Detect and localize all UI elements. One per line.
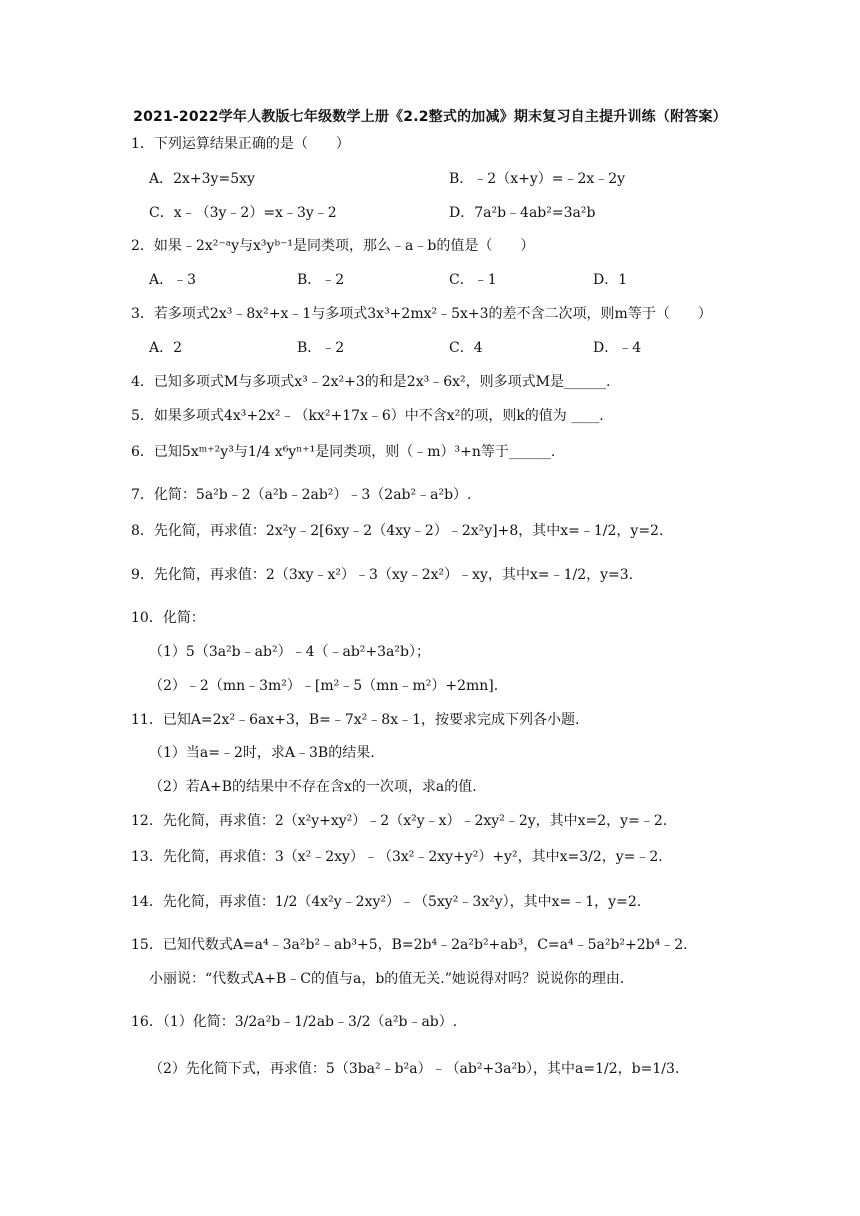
question-2-option-b: B．﹣2 (297, 272, 345, 288)
question-3-option-a: A．2 (149, 340, 183, 356)
question-2-stem: 2．如果﹣2x²⁻ᵃy与x³yᵇ⁻¹是同类项，那么﹣a﹣b的值是（ ） (131, 238, 535, 254)
question-15-part-1: 小丽说：“代数式A+B﹣C的值与a，b的值无关.”她说得对吗？说说你的理由. (149, 971, 625, 987)
question-2-option-a: A．﹣3 (149, 272, 197, 288)
question-13: 13．先化简，再求值：3（x²﹣2xy）﹣（3x²﹣2xy+y²）+y²，其中x=3/2，y=﹣2. (131, 849, 663, 865)
question-16-part-1: 16．（1）化简：3/2a²b﹣1/2ab﹣3/2（a²b﹣ab）. (131, 1014, 458, 1030)
question-1-option-b: B．﹣2（x+y）=﹣2x﹣2y (449, 171, 626, 187)
question-8: 8．先化简，再求值：2x²y﹣2[6xy﹣2（4xy﹣2）﹣2x²y]+8，其中x=﹣1/2，y=2. (131, 523, 664, 539)
question-3-option-c: C．4 (449, 340, 483, 356)
question-2-option-c: C．﹣1 (449, 272, 497, 288)
question-16-part-2: （2）先化简下式，再求值：5（3ba²﹣b²a）﹣（ab²+3a²b），其中a=1/2，b=1/3. (149, 1061, 680, 1077)
question-5: 5．如果多项式4x³+2x²﹣（kx²+17x﹣6）中不含x²的项，则k的值为 ____. (131, 408, 604, 424)
question-10-stem: 10．化简： (131, 610, 205, 626)
question-7: 7．化简：5a²b﹣2（a²b﹣2ab²）﹣3（2ab²﹣a²b）. (131, 487, 472, 503)
question-11-stem: 11．已知A=2x²﹣6ax+3，B=﹣7x²﹣8x﹣1，按要求完成下列各小题. (131, 712, 580, 728)
question-3-option-d: D．﹣4 (593, 340, 642, 356)
question-12: 12．先化简，再求值：2（x²y+xy²）﹣2（x²y﹣x）﹣2xy²﹣2y，其中x=2，y=﹣2. (131, 813, 668, 829)
question-14: 14．先化简，再求值：1/2（4x²y﹣2xy²）﹣（5xy²﹣3x²y），其中x=﹣1，y=2. (131, 894, 642, 910)
question-1-option-a: A．2x+3y=5xy (149, 171, 255, 187)
question-2-option-d: D．1 (593, 272, 628, 288)
question-11-part-1: （1）当a=﹣2时，求A﹣3B的结果. (149, 745, 375, 761)
document-title: 2021-2022学年人教版七年级数学上册《2.2整式的加减》期末复习自主提升训练（附答案） (133, 109, 727, 125)
question-3-option-b: B．﹣2 (297, 340, 345, 356)
question-9: 9．先化简，再求值：2（3xy﹣x²）﹣3（xy﹣2x²）﹣xy，其中x=﹣1/2，y=3. (131, 567, 634, 583)
question-10-part-2: （2）﹣2（mn﹣3m²）﹣[m²﹣5（mn﹣m²）+2mn]. (149, 678, 499, 694)
question-4: 4．已知多项式M与多项式x³﹣2x²+3的和是2x³﹣6x²，则多项式M是______. (131, 374, 611, 390)
question-3-stem: 3．若多项式2x³﹣8x²+x﹣1与多项式3x³+2mx²﹣5x+3的差不含二次项，则m等于（ ） (131, 306, 712, 322)
question-10-part-1: （1）5（3a²b﹣ab²）﹣4（﹣ab²+3a²b）； (149, 644, 430, 660)
question-11-part-2: （2）若A+B的结果中不存在含x的一次项，求a的值. (149, 779, 477, 795)
question-1-stem: 1．下列运算结果正确的是（ ） (131, 136, 350, 152)
question-1-option-c: C．x﹣（3y﹣2）=x﹣3y﹣2 (149, 205, 337, 221)
question-1-option-d: D．7a²b﹣4ab²=3a²b (449, 205, 596, 221)
question-6: 6．已知5xᵐ⁺²y³与1/4 x⁶yⁿ⁺¹是同类项，则（﹣m）³+n等于______. (131, 444, 556, 460)
question-15-stem: 15．已知代数式A=a⁴﹣3a²b²﹣ab³+5，B=2b⁴﹣2a²b²+ab³，C=a⁴﹣5a²b²+2b⁴﹣2. (131, 937, 688, 953)
